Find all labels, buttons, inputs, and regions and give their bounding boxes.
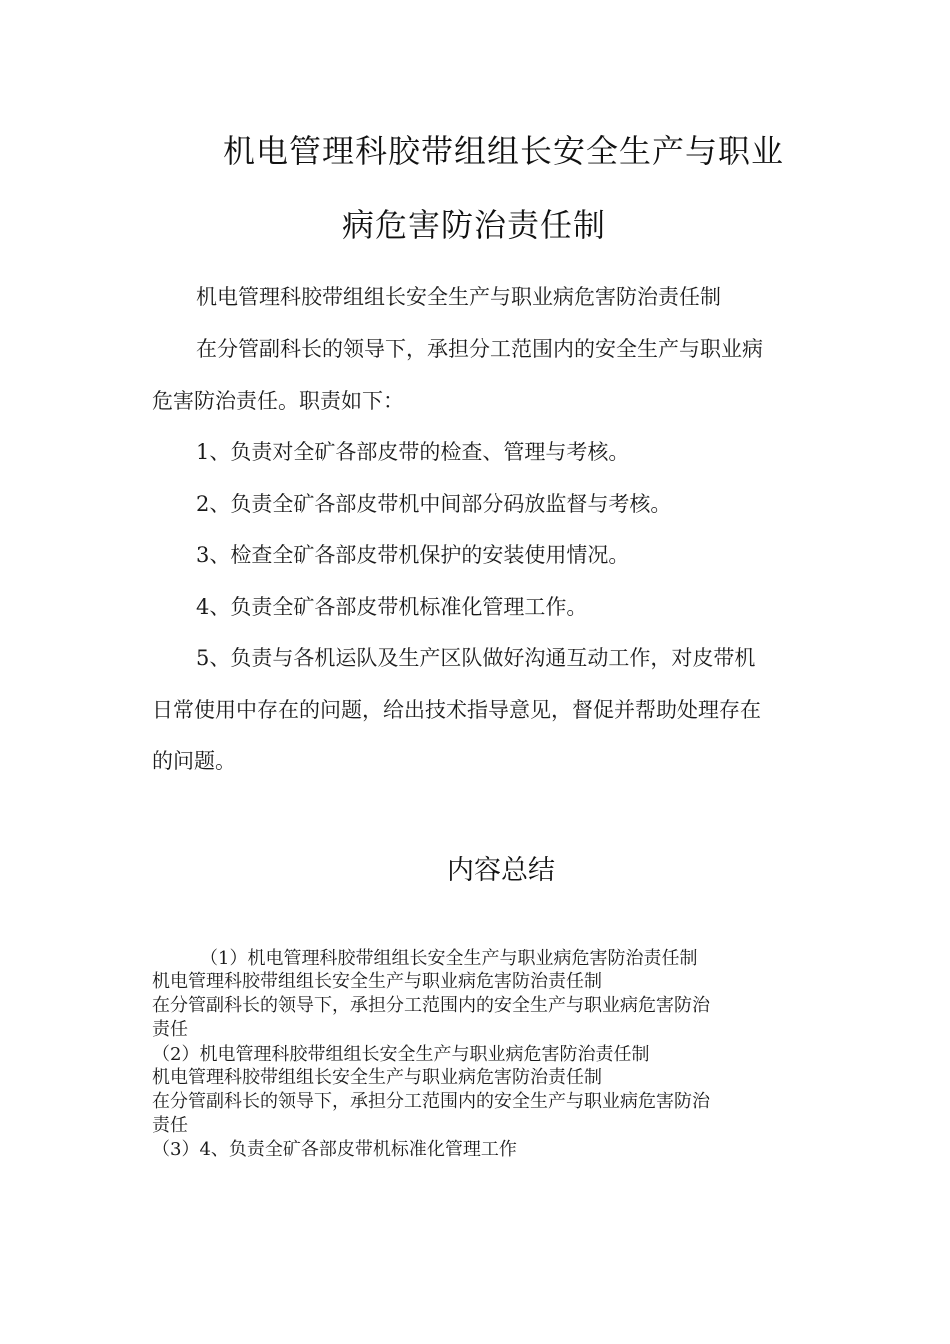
duty-item-2: 2、负责全矿各部皮带机中间部分码放监督与考核。	[196, 492, 672, 516]
duty-item-5-line-1: 5、负责与各机运队及生产区队做好沟通互动工作，对皮带机	[196, 646, 756, 670]
summary-line: （2）机电管理科胶带组组长安全生产与职业病危害防治责任制	[152, 1044, 650, 1065]
document-title-line-2: 病危害防治责任制	[342, 206, 607, 244]
summary-heading: 内容总结	[447, 855, 555, 886]
summary-line: 责任	[152, 1019, 188, 1040]
summary-line: 机电管理科胶带组组长安全生产与职业病危害防治责任制	[152, 1067, 602, 1088]
summary-line: 在分管副科长的领导下，承担分工范围内的安全生产与职业病危害防治	[152, 1091, 710, 1112]
document-subtitle: 机电管理科胶带组组长安全生产与职业病危害防治责任制	[196, 285, 721, 309]
document-title-line-1: 机电管理科胶带组组长安全生产与职业	[223, 132, 785, 170]
summary-line: 责任	[152, 1115, 188, 1136]
intro-paragraph-line-2: 危害防治责任。职责如下：	[152, 389, 404, 413]
duty-item-1: 1、负责对全矿各部皮带的检查、管理与考核。	[196, 440, 630, 464]
summary-line: （1）机电管理科胶带组组长安全生产与职业病危害防治责任制	[200, 948, 698, 969]
duty-item-3: 3、检查全矿各部皮带机保护的安装使用情况。	[196, 543, 630, 567]
summary-line: 机电管理科胶带组组长安全生产与职业病危害防治责任制	[152, 971, 602, 992]
intro-paragraph-line-1: 在分管副科长的领导下，承担分工范围内的安全生产与职业病	[196, 337, 763, 361]
summary-line: 在分管副科长的领导下，承担分工范围内的安全生产与职业病危害防治	[152, 995, 710, 1016]
summary-line: （3）4、负责全矿各部皮带机标准化管理工作	[152, 1139, 517, 1160]
duty-item-4: 4、负责全矿各部皮带机标准化管理工作。	[196, 595, 588, 619]
duty-item-5-line-3: 的问题。	[152, 749, 236, 773]
duty-item-5-line-2: 日常使用中存在的问题，给出技术指导意见，督促并帮助处理存在	[152, 698, 761, 722]
